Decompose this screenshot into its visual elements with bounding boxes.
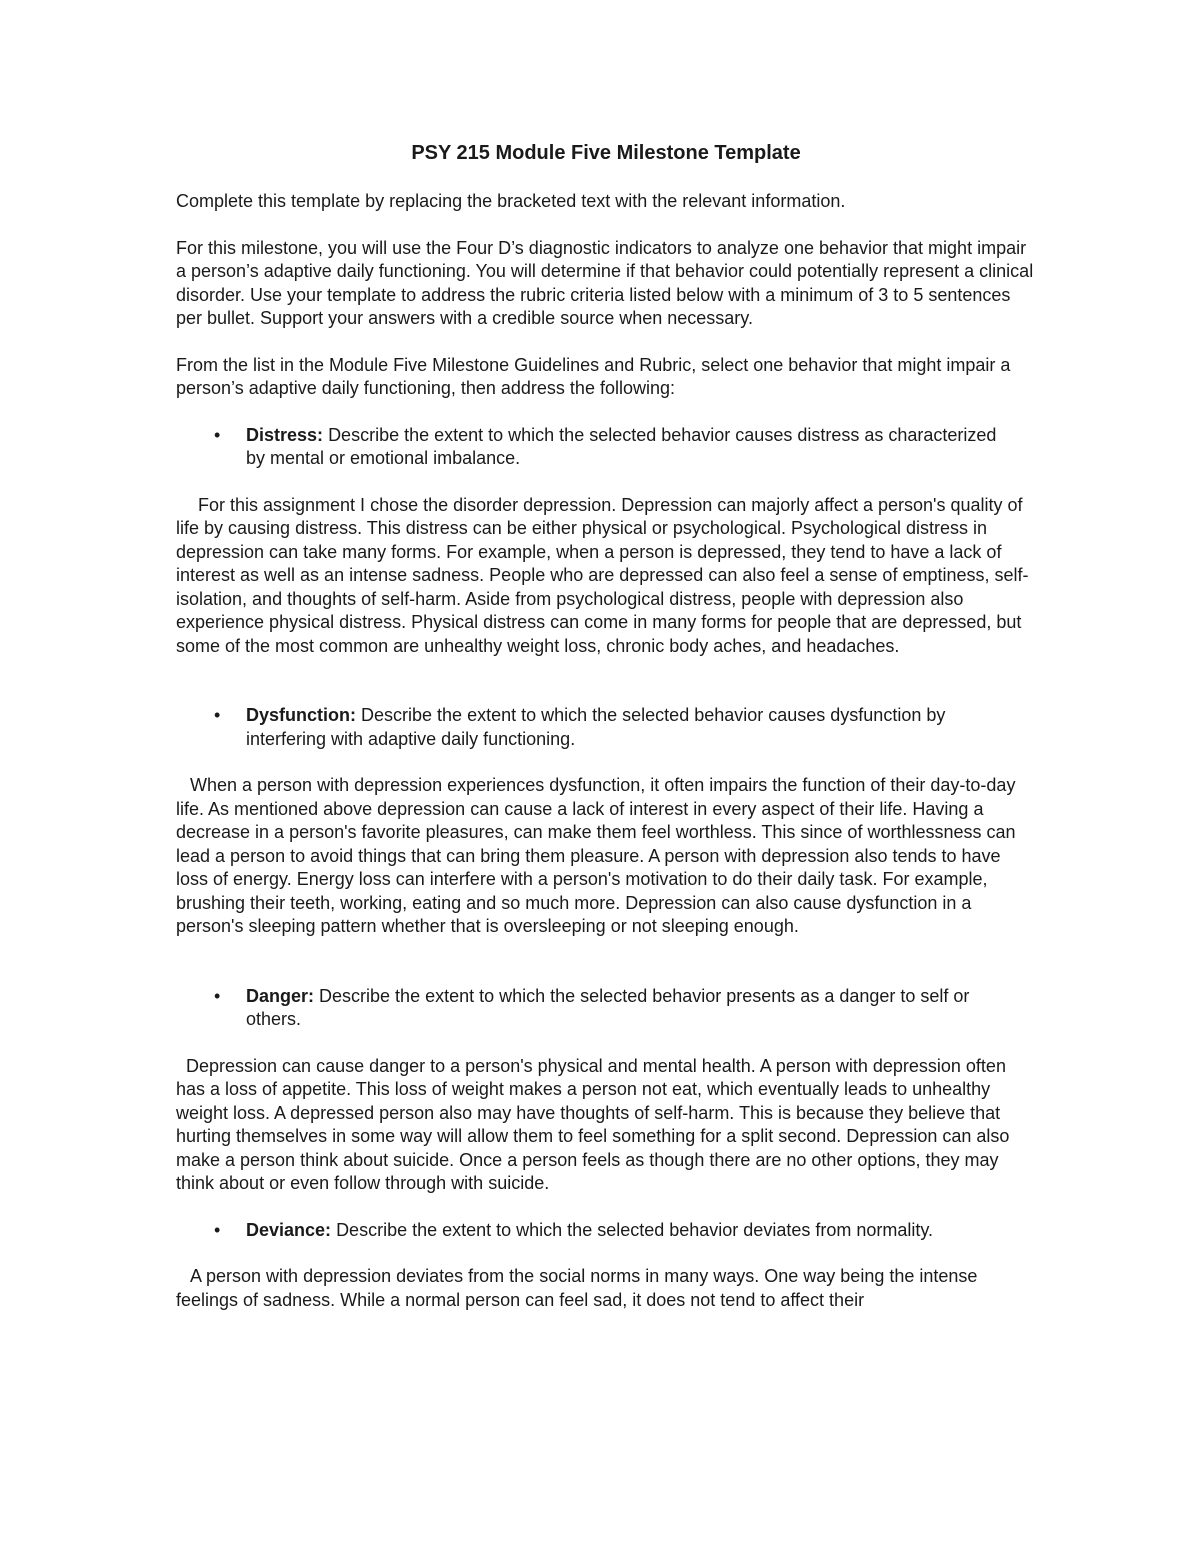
answer-deviance: A person with depression deviates from the social norms in many ways. One way being the intense feelings of sadness. While a normal person can feel sad, it does not tend to affect their bbox=[176, 1266, 978, 1310]
instructions-text: For this milestone, you will use the Four D’s diagnostic indicators to analyze one behavior that might impair a person’s adaptive daily functioning. You will determine if that behavior could potentially represent a clinical disorder. Use your template to address the rubric criteria listed below with a minimum of 3 to 5 sentences per bullet. Support your answers with a credible source when necessary. bbox=[176, 237, 1034, 328]
bullet-prompt: Describe the extent to which the selected behavior presents as a danger to self or others. bbox=[246, 985, 970, 1029]
document-title: PSY 215 Module Five Milestone Template bbox=[411, 142, 801, 164]
bullet-dysfunction bbox=[176, 704, 1016, 751]
bullet-deviance bbox=[176, 1219, 1016, 1243]
bullet-icon: • bbox=[214, 424, 221, 445]
answer-danger: Depression can cause danger to a person's physical and mental health. A person with depression often has a loss of appetite. This loss of weight makes a person not eat, which eventually leads to unhealthy weight loss. A depressed person also may have thoughts of self-harm. This is because they believe that hurting themselves in some way will allow them to feel something for a split second. Depression can also make a person think about suicide. Once a person feels as though there are no other options, they may think about or even follow through with suicide. bbox=[176, 1055, 1010, 1193]
bullet-icon: • bbox=[214, 985, 221, 1006]
bullet-prompt: Describe the extent to which the selected behavior causes dysfunction by interfering with adaptive daily functioning. bbox=[246, 705, 946, 749]
bullet-term: Distress: bbox=[246, 424, 324, 445]
bullet-icon: • bbox=[214, 705, 221, 725]
answer-distress: For this assignment I chose the disorder depression. Depression can majorly affect a person's quality of life by causing distress. This distress can be either physical or psychological. Psychological distress in depression can take many forms. For example, when a person is depressed, they tend to have a lack of interest as well as an intense sadness. People who are depressed can also feel a sense of emptiness, self-isolation, and thoughts of self-harm. Aside from psychological distress, people with depression also experience physical distress. Physical distress can come in many forms for people that are depressed, but some of the most common are unhealthy weight loss, chronic body aches, and headaches. bbox=[176, 494, 1029, 656]
bullet-term: Dysfunction: bbox=[246, 705, 356, 725]
bullet-term: Deviance: bbox=[246, 1219, 332, 1240]
answer-dysfunction: When a person with depression experiences dysfunction, it often impairs the function of their day-to-day life. As mentioned above depression can cause a lack of interest in every aspect of their life. Having a decrease in a person's favorite pleasures, can make them feel worthless. This since of worthlessness can lead a person to avoid things that can bring them pleasure. A person with depression also tends to have loss of energy. Energy loss can interfere with a person's motivation to do their daily task. For example, brushing their teeth, working, eating and so much more. Depression can also cause dysfunction in a person's sleeping pattern whether that is oversleeping or not sleeping enough. bbox=[176, 775, 1016, 936]
bullet-prompt: Describe the extent to which the selected behavior causes distress as characterized by mental or emotional imbalance. bbox=[246, 424, 997, 468]
document-page bbox=[176, 140, 1036, 1335]
bullet-icon: • bbox=[214, 1219, 221, 1240]
bullet-prompt: Describe the extent to which the selected behavior deviates from normality. bbox=[336, 1219, 934, 1240]
bullet-danger bbox=[176, 985, 1016, 1032]
bullet-distress bbox=[176, 424, 1016, 471]
bullet-term: Danger: bbox=[246, 985, 315, 1006]
intro-text: Complete this template by replacing the bracketed text with the relevant information. bbox=[176, 191, 846, 211]
list-intro-text: From the list in the Module Five Milestone Guidelines and Rubric, select one behavior that might impair a person’s adaptive daily functioning, then address the following: bbox=[176, 354, 1011, 398]
